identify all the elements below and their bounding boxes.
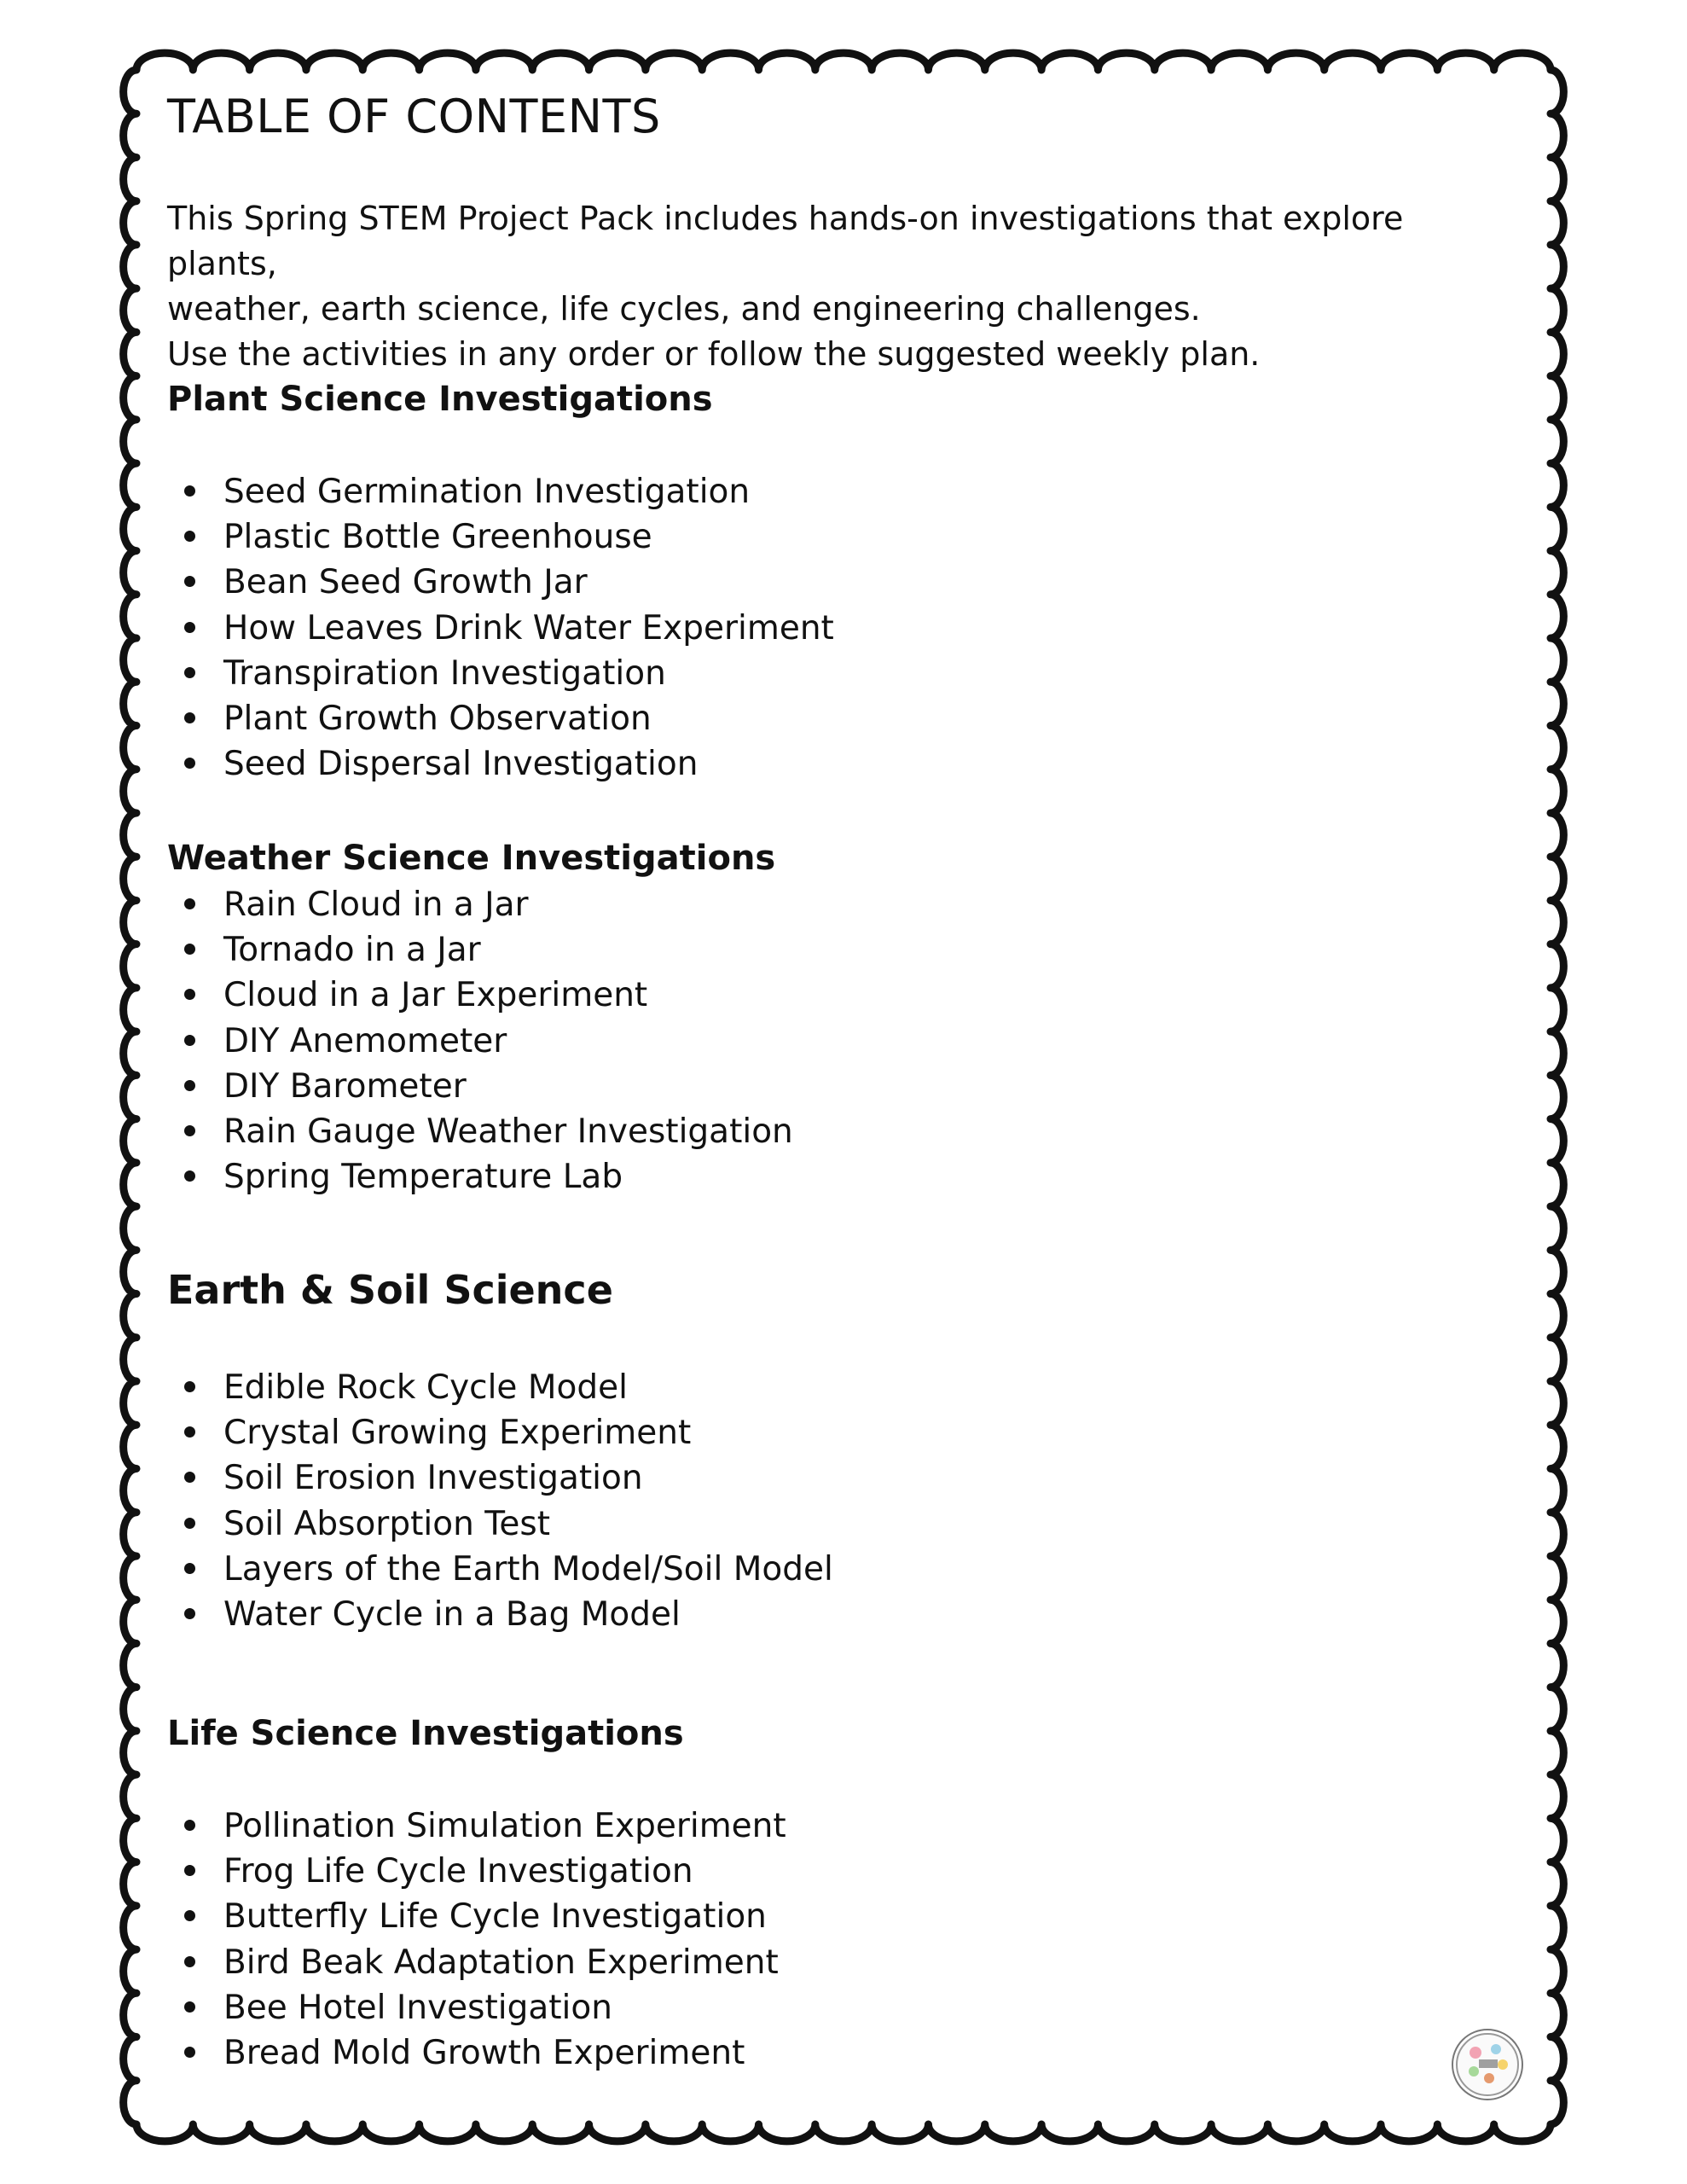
bullet-icon: [184, 1865, 195, 1876]
bullet-icon: [184, 1170, 195, 1182]
bullet-icon: [184, 1381, 195, 1392]
bullet-icon: [184, 1125, 195, 1136]
list-item: Frog Life Cycle Investigation: [184, 1849, 786, 1894]
list-item: Rain Gauge Weather Investigation: [184, 1109, 793, 1154]
page-content: [167, 85, 1498, 2072]
bullet-icon: [184, 531, 195, 542]
list-item: How Leaves Drink Water Experiment: [184, 606, 834, 651]
list-item: Spring Temperature Lab: [184, 1154, 793, 1199]
bullet-icon: [184, 1080, 195, 1091]
list-item: Bean Seed Growth Jar: [184, 560, 834, 605]
list-item: Crystal Growing Experiment: [184, 1410, 833, 1455]
intro-line: This Spring STEM Project Pack includes hands-on investigations that explore plants,: [167, 200, 1404, 282]
bullet-icon: [184, 712, 195, 723]
list-item: Tornado in a Jar: [184, 927, 793, 973]
section-heading: Plant Science Investigations: [167, 380, 713, 419]
bullet-icon: [184, 576, 195, 587]
section-heading: Life Science Investigations: [167, 1714, 684, 1753]
bullet-icon: [184, 898, 195, 909]
bullet-icon: [184, 944, 195, 955]
list-item: DIY Barometer: [184, 1064, 793, 1109]
bullet-icon: [184, 1563, 195, 1574]
bullet-icon: [184, 2001, 195, 2013]
list-item: Bee Hotel Investigation: [184, 1985, 786, 2030]
bullet-icon: [184, 2047, 195, 2058]
section-heading: Weather Science Investigations: [167, 839, 776, 878]
list-item: Soil Absorption Test: [184, 1502, 833, 1547]
list-item: Rain Cloud in a Jar: [184, 882, 793, 927]
bullet-icon: [184, 1472, 195, 1483]
intro-line: Use the activities in any order or follow the suggested weekly plan.: [167, 335, 1261, 373]
bullet-icon: [184, 1035, 195, 1046]
list-item: Bird Beak Adaptation Experiment: [184, 1940, 786, 1985]
bullet-icon: [184, 667, 195, 678]
list-item: Soil Erosion Investigation: [184, 1455, 833, 1501]
bullet-icon: [184, 1820, 195, 1831]
item-list: [184, 882, 793, 1199]
bullet-icon: [184, 758, 195, 769]
section-weather-science: [167, 834, 1361, 1197]
item-list: [184, 1365, 833, 1637]
bullet-icon: [184, 1956, 195, 1967]
list-item: Bread Mold Growth Experiment: [184, 2030, 786, 2076]
intro-paragraph: [167, 196, 1498, 377]
bullet-icon: [184, 1426, 195, 1438]
list-item: Butterfly Life Cycle Investigation: [184, 1894, 786, 1939]
list-item: Cloud in a Jar Experiment: [184, 973, 793, 1018]
list-item: Pollination Simulation Experiment: [184, 1804, 786, 1849]
list-item: Plant Growth Observation: [184, 696, 834, 741]
list-item: Water Cycle in a Bag Model: [184, 1592, 833, 1637]
item-list: [184, 469, 834, 787]
list-item: Edible Rock Cycle Model: [184, 1365, 833, 1410]
bullet-icon: [184, 485, 195, 497]
section-plant-science: [167, 375, 1361, 784]
list-item: DIY Anemometer: [184, 1019, 793, 1064]
list-item: Seed Germination Investigation: [184, 469, 834, 514]
intro-line: weather, earth science, life cycles, and engineering challenges.: [167, 290, 1201, 328]
list-item: Transpiration Investigation: [184, 651, 834, 696]
bullet-icon: [184, 1518, 195, 1529]
section-earth-soil-science: [167, 1266, 1361, 1634]
bullet-icon: [184, 1608, 195, 1619]
list-item: Seed Dispersal Investigation: [184, 741, 834, 787]
bullet-icon: [184, 1910, 195, 1921]
bullet-icon: [184, 622, 195, 633]
list-item: Plastic Bottle Greenhouse: [184, 514, 834, 560]
item-list: [184, 1804, 786, 2076]
list-item: Layers of the Earth Model/Soil Model: [184, 1547, 833, 1592]
bullet-icon: [184, 989, 195, 1000]
section-heading: Earth & Soil Science: [167, 1267, 613, 1313]
publisher-logo-icon: [1452, 2029, 1523, 2100]
section-life-science: [167, 1710, 1361, 2072]
page-title: TABLE OF CONTENTS: [167, 90, 661, 143]
